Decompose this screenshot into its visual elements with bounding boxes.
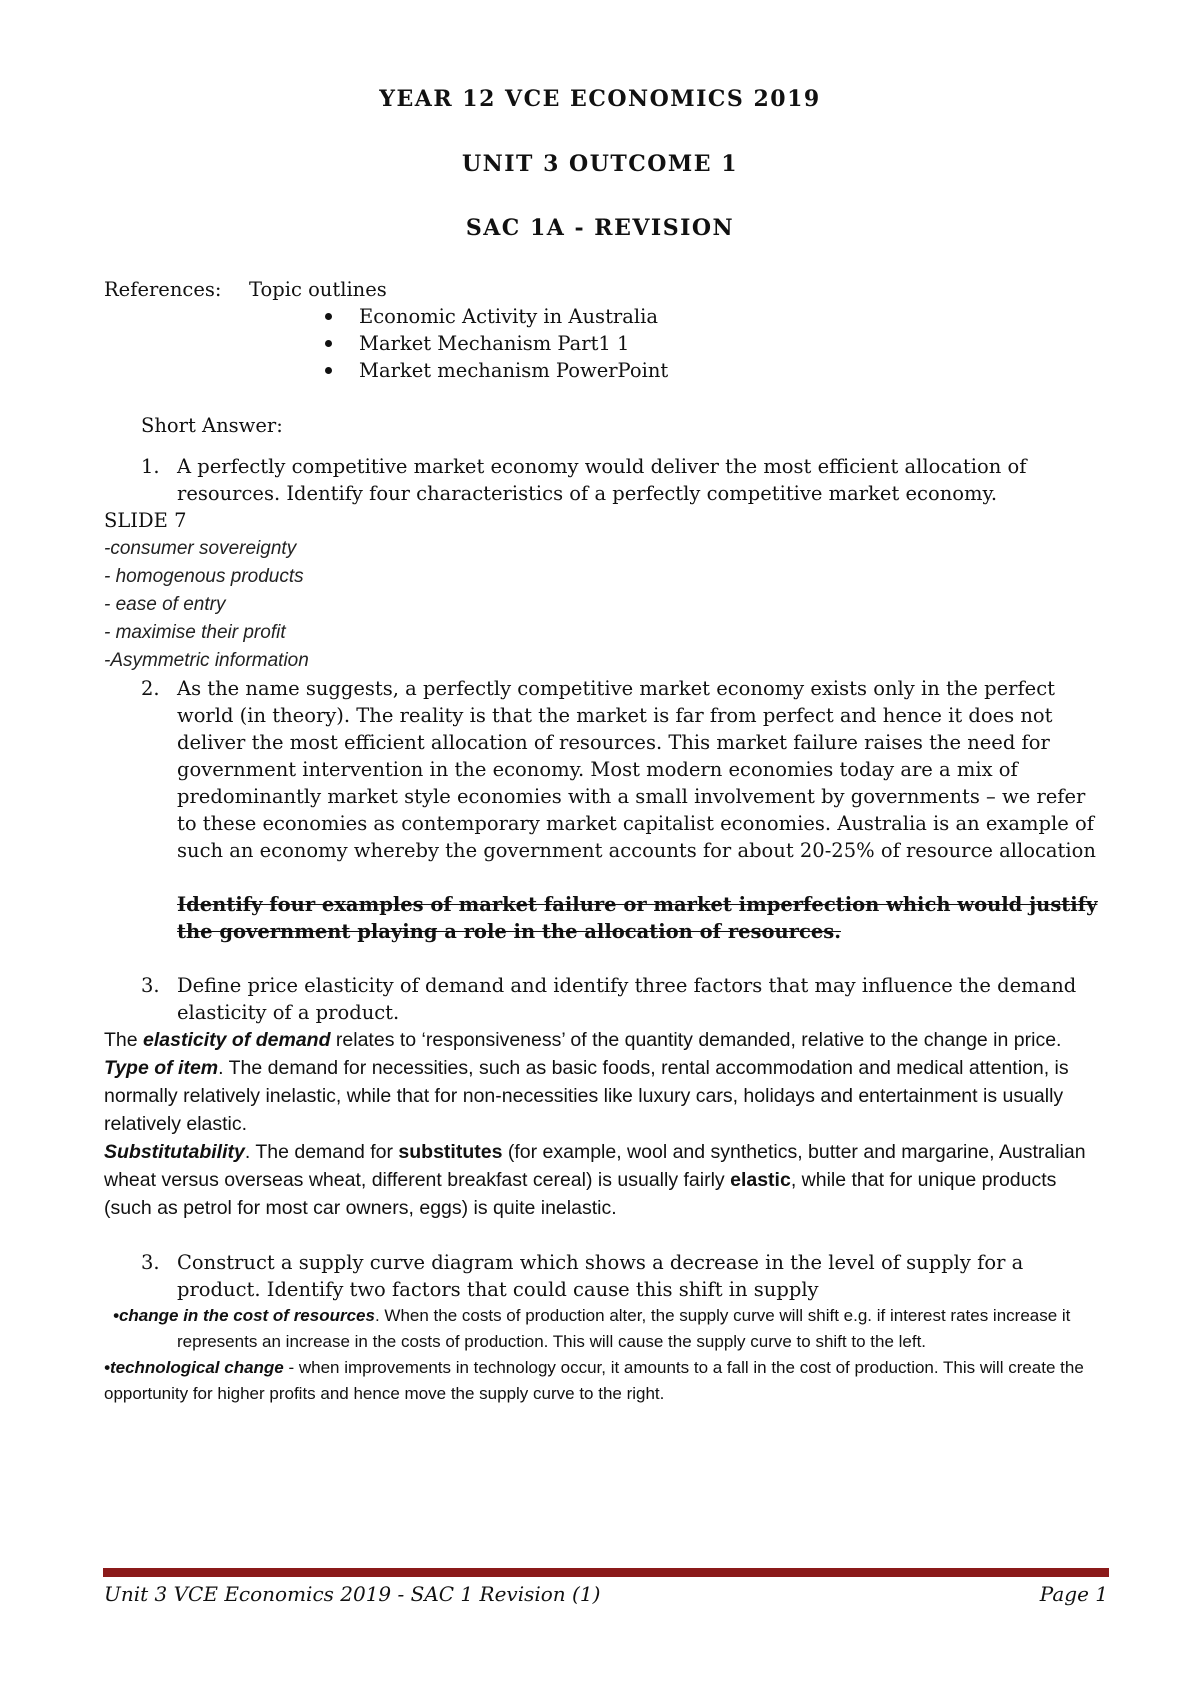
text-run: . When the costs of production alter, the supply curve will shift e.g. if interest rates increase it represents an increase in the costs of production. This will cause the supply curve to shift to the left. (177, 1306, 1071, 1351)
references-label: References: (104, 278, 222, 301)
term: Type of item (104, 1057, 219, 1079)
doc-unit: UNIT 3 OUTCOME 1 (461, 151, 739, 177)
term: elasticity of demand (143, 1029, 331, 1051)
question-number: 3. (141, 1251, 160, 1274)
reference-item: Market mechanism PowerPoint (359, 357, 1104, 384)
factor-substitutability (104, 1138, 1104, 1222)
question-text: Construct a supply curve diagram which shows a decrease in the level of supply for a product. Identify two factors that could cause this shift in supply (177, 1251, 1024, 1301)
footer-title: Unit 3 VCE Economics 2019 - SAC 1 Revision (1) (104, 1582, 601, 1606)
reference-item: Economic Activity in Australia (359, 303, 1104, 330)
factor-cost-of-resources (104, 1303, 1104, 1355)
question-number: 2. (141, 677, 160, 700)
struck-text: Identify four examples of market failure or market imperfection which would justify the government playing a role in the allocation of resources. (177, 893, 1098, 943)
text-run: . The demand for necessities, such as basic foods, rental accommodation and medical attention, is normally relatively inelastic, while that for non-necessities like luxury cars, holidays and entertainment is usually relatively elastic. (104, 1057, 1069, 1135)
text-run: (for example, wool and synthetics, butter and margarine, Australian wheat versus overseas wheat, different breakfast cereal) is usually fairly (104, 1141, 1086, 1191)
question-text: A perfectly competitive market economy would deliver the most efficient allocation of resources. Identify four characteristics of a perfectly competitive market economy. (177, 455, 1027, 505)
term: Substitutability (104, 1141, 245, 1163)
doc-sac: SAC 1A - REVISION (465, 215, 735, 241)
term: •technological change (104, 1358, 284, 1377)
question-number: 3. (141, 974, 160, 997)
text-run: The (104, 1029, 144, 1051)
answer-line: -consumer sovereignty (104, 538, 297, 559)
footer-rule (103, 1568, 1109, 1577)
text-run: . The demand for (244, 1141, 399, 1163)
question-3a (104, 972, 1104, 1026)
term: elastic (730, 1169, 791, 1191)
question-number: 1. (141, 455, 160, 478)
term: substitutes (398, 1141, 503, 1163)
elasticity-definition (104, 1026, 1104, 1054)
question-2 (104, 675, 1104, 864)
text-run: - when improvements in technology occur, it amounts to a fall in the cost of production. This will create the opportunity for higher profits and hence move the supply curve to the right. (104, 1358, 1084, 1403)
question-text: Define price elasticity of demand and identify three factors that may influence the demand elasticity of a product. (177, 974, 1077, 1024)
question-1 (104, 453, 1104, 507)
page-footer (104, 1582, 1108, 1606)
reference-item: Market Mechanism Part1 1 (359, 330, 1104, 357)
answer-line: - ease of entry (104, 594, 226, 615)
factor-technological-change (104, 1355, 1104, 1407)
struck-question (104, 891, 1104, 945)
answer-line: - homogenous products (104, 566, 304, 587)
slide-ref: SLIDE 7 (104, 509, 187, 532)
answer-line: - maximise their profit (104, 622, 286, 643)
text-run: relates to ‘responsiveness’ of the quantity demanded, relative to the change in price. (330, 1029, 1062, 1051)
references-heading: Topic outlines (249, 278, 387, 301)
short-answer-label: Short Answer: (141, 414, 283, 437)
page-number: Page 1 (1039, 1582, 1108, 1606)
text-run: , while that for unique products (such as petrol for most car owners, eggs) is quite inelastic. (104, 1169, 1057, 1219)
question-text: As the name suggests, a perfectly competitive market economy exists only in the perfect world (in theory). The reality is that the market is far from perfect and hence it does not deliver the most efficient allocation of resources. This market failure raises the need for government intervention in the economy. Most modern economies today are a mix of predominantly market style economies with a small involvement by governments – we refer to these economies as contemporary market capitalist economies. Australia is an example of such an economy whereby the government accounts for about 20-25% of resource allocation (177, 677, 1096, 862)
factor-type-of-item (104, 1054, 1104, 1138)
references-list (104, 303, 1104, 384)
answer-line: -Asymmetric information (104, 650, 309, 671)
document-body (104, 276, 1104, 1407)
doc-title: YEAR 12 VCE ECONOMICS 2019 (379, 86, 821, 112)
references-row (104, 276, 1104, 303)
term: •change in the cost of resources (113, 1306, 375, 1325)
question-3b (104, 1249, 1104, 1303)
